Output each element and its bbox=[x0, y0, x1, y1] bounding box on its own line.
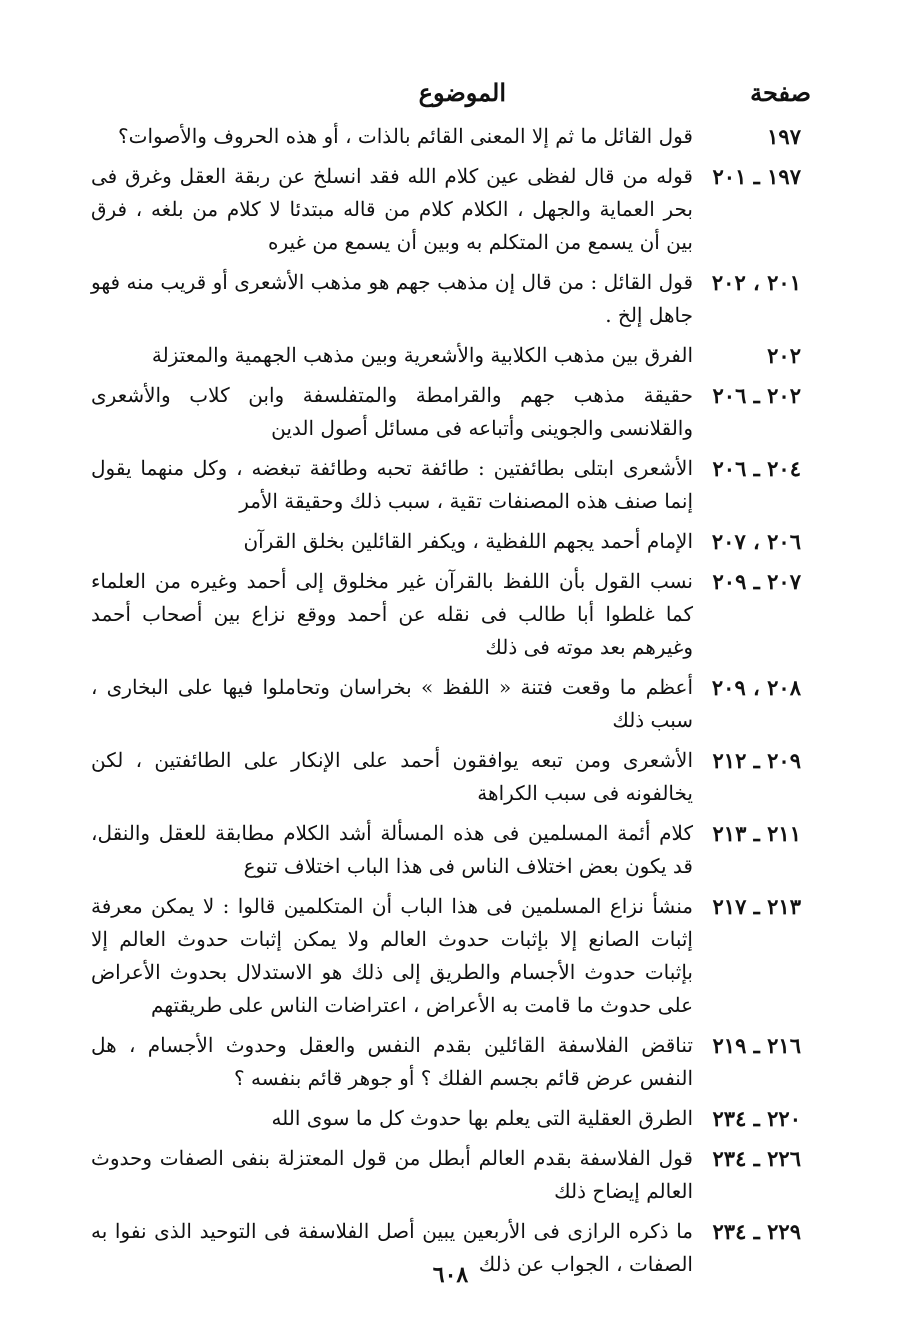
entry-topic: ما ذكره الرازى فى الأربعين يبين أصل الفلاسفة فى التوحيد الذى نفوا به الصفات ، الجواب عن ذلك bbox=[91, 1219, 693, 1276]
entry-pages: ٢٠١ ، ٢٠٢ bbox=[711, 270, 801, 295]
entry-topic: الفرق بين مذهب الكلابية والأشعرية وبين مذهب الجهمية والمعتزلة bbox=[151, 343, 693, 367]
entry-topic: تناقض الفلاسفة القائلين بقدم النفس والعقل وحدوث الأجسام ، هل النفس عرض قائم بجسم الفلك ؟ أو جوهر قائم بنفسه ؟ bbox=[91, 1033, 693, 1090]
entry-topic: كلام أئمة المسلمين فى هذه المسألة أشد الكلام مطابقة للعقل والنقل، قد يكون بعض اختلاف الناس فى هذا الباب اختلاف تنوع bbox=[91, 821, 693, 878]
entry-pages: ١٩٧ bbox=[767, 124, 801, 149]
entry-pages: ٢١٣ ـ ٢١٧ bbox=[712, 894, 801, 919]
index-entry bbox=[91, 1102, 801, 1135]
entry-topic: حقيقة مذهب جهم والقرامطة والمتفلسفة وابن كلاب والأشعرى والقلانسى والجوينى وأتباعه فى مسائل أصول الدين bbox=[91, 383, 693, 440]
index-entry bbox=[91, 671, 801, 737]
index-entry bbox=[91, 565, 801, 664]
index-entry bbox=[91, 744, 801, 810]
entry-pages: ٢٠٢ ـ ٢٠٦ bbox=[712, 383, 801, 408]
topic-column-heading: الموضوع bbox=[418, 78, 506, 107]
index-entry bbox=[91, 120, 801, 153]
index-entry bbox=[91, 1142, 801, 1208]
entry-topic: قول القائل ما ثم إلا المعنى القائم بالذات ، أو هذه الحروف والأصوات؟ bbox=[118, 124, 693, 148]
index-entry bbox=[91, 339, 801, 372]
entry-pages: ٢١١ ـ ٢١٣ bbox=[712, 821, 801, 846]
entry-pages: ٢٠٩ ـ ٢١٢ bbox=[712, 748, 801, 773]
index-entry bbox=[91, 379, 801, 445]
entry-topic: قول الفلاسفة بقدم العالم أبطل من قول المعتزلة بنفى الصفات وحدوث العالم إيضاح ذلك bbox=[91, 1146, 693, 1203]
index-entry bbox=[91, 525, 801, 558]
entry-topic: أعظم ما وقعت فتنة « اللفظ » بخراسان وتحاملوا فيها على البخارى ، سبب ذلك bbox=[91, 675, 693, 732]
index-entry bbox=[91, 890, 801, 1022]
entry-pages: ٢٢٩ ـ ٢٣٤ bbox=[712, 1219, 801, 1244]
entry-topic: الأشعرى ومن تبعه يوافقون أحمد على الإنكار على الطائفتين ، لكن يخالفونه فى سبب الكراهة bbox=[91, 748, 693, 805]
entry-pages: ٢٠٦ ، ٢٠٧ bbox=[711, 529, 801, 554]
entry-pages: ٢٠٨ ، ٢٠٩ bbox=[711, 675, 801, 700]
entry-pages: ١٩٧ ـ ٢٠١ bbox=[712, 164, 801, 189]
entry-topic: الطرق العقلية التى يعلم بها حدوث كل ما سوى الله bbox=[271, 1106, 693, 1130]
entry-topic: قوله من قال لفظى عين كلام الله فقد انسلخ عن ربقة العقل وغرق فى بحر العماية والجهل ، الكلام كلام من قاله مبتدئا لا كلام من بلغه ، فرق بين أن يسمع من المتكلم به وبين أن يسمع من غيره bbox=[91, 164, 693, 254]
entry-pages: ٢٢٦ ـ ٢٣٤ bbox=[712, 1146, 801, 1171]
entry-topic: الأشعرى ابتلى بطائفتين : طائفة تحبه وطائفة تبغضه ، وكل منهما يقول إنما صنف هذه المصنفات تقية ، سبب ذلك وحقيقة الأمر bbox=[91, 456, 693, 513]
index-entries bbox=[91, 120, 801, 1288]
index-entry bbox=[91, 266, 801, 332]
index-entry bbox=[91, 817, 801, 883]
entry-topic: قول القائل : من قال إن مذهب جهم هو مذهب الأشعرى أو قريب منه فهو جاهل إلخ . bbox=[91, 270, 693, 327]
entry-pages: ٢٠٤ ـ ٢٠٦ bbox=[712, 456, 801, 481]
entry-pages: ٢٠٧ ـ ٢٠٩ bbox=[712, 569, 801, 594]
entry-topic: نسب القول بأن اللفظ بالقرآن غير مخلوق إلى أحمد وغيره من العلماء كما غلطوا أبا طالب فى نقله عن أحمد ووقع نزاع بين أصحاب أحمد وغيرهم بعد موته فى ذلك bbox=[91, 569, 693, 659]
entry-topic: منشأ نزاع المسلمين فى هذا الباب أن المتكلمين قالوا : لا يمكن معرفة إثبات الصانع إلا بإثبات حدوث العالم ولا يمكن إثبات حدوث العالم إلا بإثبات حدوث الأجسام والطريق إلى ذلك هو الاستدلال بحدوث الأعراض على حدوث ما قامت به الأعراض ، اعتراضات الناس على طريقتهم bbox=[91, 894, 693, 1017]
page-number: ٦٠٨ bbox=[432, 1262, 469, 1288]
entry-topic: الإمام أحمد يجهم اللفظية ، ويكفر القائلين بخلق القرآن bbox=[243, 529, 693, 553]
table-header bbox=[0, 78, 901, 118]
index-entry bbox=[91, 160, 801, 259]
index-entry bbox=[91, 452, 801, 518]
page-column-heading: صفحة bbox=[750, 78, 811, 107]
entry-pages: ٢٢٠ ـ ٢٣٤ bbox=[712, 1106, 801, 1131]
entry-pages: ٢١٦ ـ ٢١٩ bbox=[712, 1033, 801, 1058]
entry-pages: ٢٠٢ bbox=[767, 343, 801, 368]
index-entry bbox=[91, 1029, 801, 1095]
